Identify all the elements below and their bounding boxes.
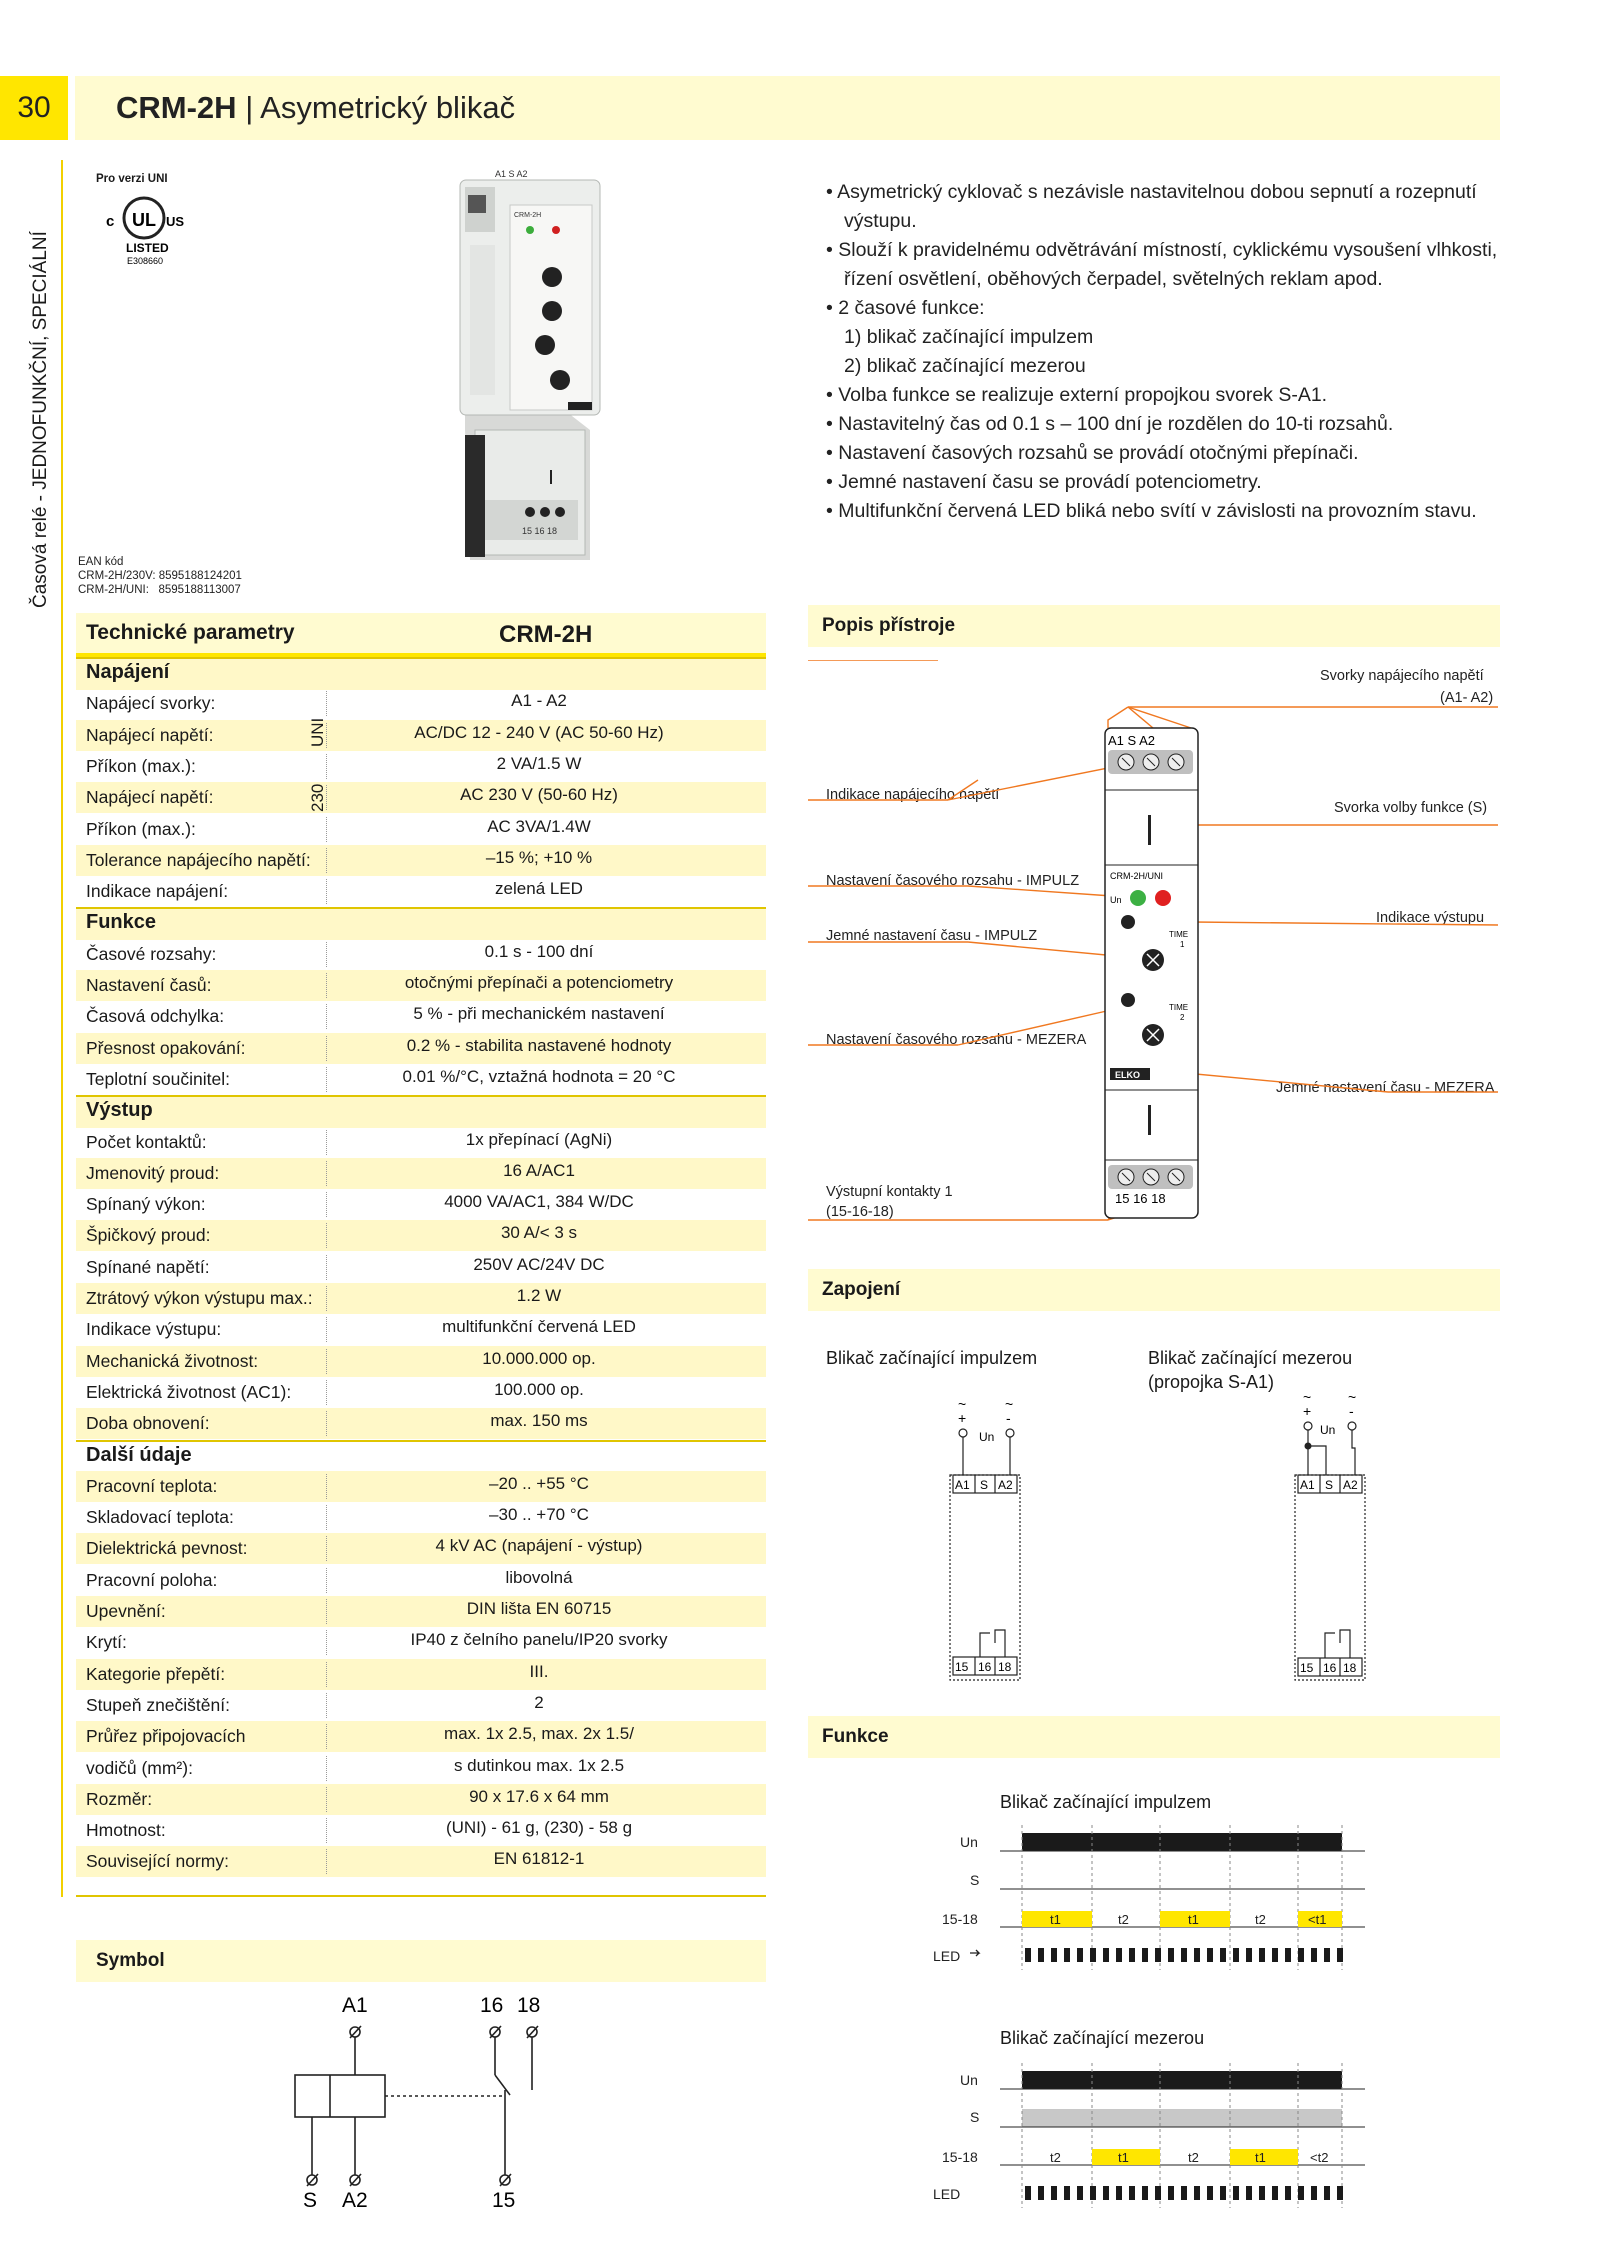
tech-row [76, 1252, 766, 1283]
led-pulse [1064, 1948, 1070, 1962]
tech-label: Kategorie přepětí: [86, 1663, 226, 1684]
tech-value: 2 [534, 1692, 544, 1712]
tech-value: 0.2 % - stabilita nastavené hodnoty [406, 1035, 672, 1055]
desc-bottom-terms: 15 16 18 [1115, 1191, 1166, 1206]
wire-plus: + [958, 1410, 967, 1426]
feature-subitem: 2) blikač začínající mezerou [844, 355, 1086, 377]
led-pulse [1077, 1948, 1083, 1962]
timing-row-label: 15-18 [942, 2149, 978, 2165]
tech-label: Doba obnovení: [86, 1413, 210, 1434]
wire-term: 16 [978, 1660, 992, 1674]
tech-value: AC/DC 12 - 240 V (AC 50-60 Hz) [414, 722, 664, 742]
wire-un: Un [1320, 1423, 1336, 1437]
tech-value: 0.01 %/°C, vztažná hodnota = 20 °C [402, 1066, 676, 1086]
feature-item: • Asymetrický cyklovač s nezávisle nastavitelnou dobou sepnutí a rozepnutí výstupu. [826, 181, 1477, 232]
led-pulse [1181, 2186, 1187, 2200]
led-pulse [1155, 2186, 1161, 2200]
tech-row [76, 1220, 766, 1251]
led-pulse [1051, 2186, 1057, 2200]
tech-row [76, 717, 766, 751]
label-fine-impulse: Jemné nastavení času - IMPULZ [826, 928, 1038, 944]
tech-label: Teplotní součinitel: [86, 1068, 230, 1089]
feature-text: Volba funkce se realizuje externí propojkou svorek S-A1. [838, 384, 1328, 406]
tech-value: 90 x 17.6 x 64 mm [469, 1786, 609, 1806]
led-pulse [1337, 2186, 1343, 2200]
led-pulse [1181, 1948, 1187, 1962]
wire-tilde: ~ [1303, 1389, 1312, 1405]
tech-value: EN 61812-1 [493, 1849, 585, 1869]
wire-tilde: ~ [1005, 1396, 1014, 1412]
ean-230: CRM-2H/230V: 8595188124201 [78, 570, 242, 582]
tech-value: 30 A/< 3 s [500, 1223, 578, 1243]
sym-a2: A2 [342, 2189, 368, 2210]
wire-term: S [1325, 1478, 1334, 1492]
timing-row-label: 15-18 [942, 1911, 978, 1927]
tech-label: Rozměr: [86, 1788, 153, 1809]
tech-label: Počet kontaktů: [86, 1131, 207, 1152]
feature-text: Asymetrický cyklovač s nezávisle nastavitelnou dobou sepnutí a rozepnutí výstupu. [837, 181, 1477, 232]
label-function-terminal: Svorka volby funkce (S) [1334, 800, 1488, 816]
ul-listed: LISTED [126, 241, 169, 255]
wire-term: A1 [955, 1478, 970, 1492]
ul-top-text: Pro verzi UNI [96, 173, 168, 185]
led-pulse [1207, 1948, 1213, 1962]
sym-18: 18 [517, 1994, 541, 2017]
label-output-contacts: Výstupní kontakty 1 [826, 1184, 953, 1200]
wire-term: 15 [1300, 1661, 1314, 1675]
wire-minus: - [1006, 1410, 1011, 1426]
page-number: 30 [0, 76, 68, 140]
tech-label: Napájecí napětí: [86, 787, 214, 808]
wire-term: A2 [998, 1478, 1013, 1492]
led-pulse [1090, 1948, 1096, 1962]
tech-label: Dielektrická pevnost: [86, 1538, 248, 1559]
ul-mark-icon [86, 188, 206, 268]
tech-section-row [76, 1095, 766, 1128]
feature-item: • Jemné nastavení času se provádí potenciometry. [826, 471, 1262, 493]
tech-value: max. 150 ms [490, 1411, 588, 1431]
tech-value: III. [529, 1661, 549, 1681]
led-pulse [1311, 1948, 1317, 1962]
timing-diagram-impulse [930, 1825, 1370, 1975]
tech-label: Průřez připojovacích [86, 1726, 246, 1747]
tech-row [76, 1784, 766, 1815]
tech-table-bottom-rule [76, 1895, 766, 1897]
tech-label: Jmenovitý proud: [86, 1162, 220, 1183]
side-title [24, 160, 54, 610]
tech-row [76, 1314, 766, 1345]
timing-row-label: Un [960, 2072, 978, 2088]
feature-subitem: 1) blikač začínající impulzem [844, 326, 1094, 348]
side-title-text: Časová relé - JEDNOFUNKČNÍ, SPECIÁLNÍ [30, 231, 51, 608]
tech-row [76, 1659, 766, 1690]
timing-row-label: S [970, 1872, 980, 1888]
tech-section-row [76, 657, 766, 690]
title-rest: | Asymetrický blikač [245, 90, 516, 125]
tech-label: Krytí: [86, 1632, 127, 1653]
sym-15: 15 [492, 2189, 516, 2210]
led-pulse [1220, 1948, 1226, 1962]
wire-term: 16 [1323, 1661, 1337, 1675]
led-pulse [1311, 2186, 1317, 2200]
desc-time1-num: 1 [1180, 940, 1185, 949]
page-title [116, 90, 515, 126]
led-pulse [1142, 1948, 1148, 1962]
tech-value: 5 % - při mechanickém nastavení [413, 1004, 665, 1024]
tech-row [76, 1690, 766, 1721]
tech-row [76, 1001, 766, 1032]
tech-label: Související normy: [86, 1851, 229, 1872]
led-pulse [1025, 1948, 1031, 1962]
tech-label: Indikace napájení: [86, 881, 229, 902]
tech-value: s dutinkou max. 1x 2.5 [453, 1755, 625, 1775]
led-pulse [1064, 2186, 1070, 2200]
tech-row [76, 1189, 766, 1220]
led-pulse [1077, 2186, 1083, 2200]
led-pulse [1116, 2186, 1122, 2200]
wire-plus: + [1303, 1403, 1312, 1419]
wire-term: 15 [955, 1660, 969, 1674]
feature-item: • 2 časové funkce: [826, 297, 985, 319]
tech-params-header [76, 613, 766, 653]
wire-term: 18 [998, 1660, 1012, 1674]
timing-seg: t2 [1188, 2150, 1199, 2165]
ul-ul: UL [132, 210, 156, 230]
device-description-diagram [808, 660, 1500, 1240]
led-pulse [1298, 2186, 1304, 2200]
tech-label: Spínané napětí: [86, 1256, 210, 1277]
tech-value: 10.000.000 op. [482, 1348, 596, 1368]
wiring-diagram-impulse [945, 1395, 1045, 1690]
title-model: CRM-2H [116, 90, 237, 125]
feature-item: • Nastavení časových rozsahů se provádí otočnými přepínači. [826, 442, 1359, 464]
wire-term: S [980, 1478, 989, 1492]
uni-tag: UNI [308, 717, 327, 747]
tech-value: zelená LED [495, 879, 583, 899]
tech-row [76, 688, 766, 719]
label-range-gap: Nastavení časového rozsahu - MEZERA [826, 1032, 1087, 1048]
timing-seg: t1 [1188, 1912, 1199, 1927]
tech-label: Příkon (max.): [86, 755, 196, 776]
tech-value: 1.2 W [516, 1286, 562, 1305]
tech-section-title: Napájení [86, 661, 170, 683]
tech-label: Pracovní poloha: [86, 1569, 218, 1590]
feature-text: Slouží k pravidelnému odvětrávání místností, cyklickému vysoušení vlhkosti, řízení osvětlení, oběhových čerpadel, světelných reklam apod. [838, 239, 1498, 290]
ean-uni: CRM-2H/UNI: 8595188113007 [78, 584, 241, 596]
tech-params-title: Technické parametry [86, 621, 295, 644]
desc-time2: TIME [1169, 1003, 1189, 1012]
wire-term: A1 [1300, 1478, 1315, 1492]
wire-term: 18 [1343, 1661, 1357, 1675]
tech-label: Příkon (max.): [86, 818, 196, 839]
ul-us: US [166, 214, 185, 229]
tech-value: 2 VA/1.5 W [496, 753, 582, 773]
photo-model: CRM-2H [514, 212, 542, 219]
tech-label: Špičkový proud: [86, 1225, 211, 1246]
wire-term: A2 [1343, 1478, 1358, 1492]
led-pulse [1168, 2186, 1174, 2200]
led-pulse [1285, 1948, 1291, 1962]
tech-section-title: Další údaje [86, 1443, 192, 1466]
led-pulse [1155, 1948, 1161, 1962]
led-pulse [1246, 1948, 1252, 1962]
tech-row [76, 1064, 766, 1095]
feature-text: Nastavitelný čas od 0.1 s – 100 dní je rozdělen do 10-ti rozsahů. [838, 413, 1394, 435]
label-range-impulse: Nastavení časového rozsahu - IMPULZ [826, 873, 1080, 889]
tech-label: Elektrická životnost (AC1): [86, 1381, 292, 1402]
timing-row-label: S [970, 2109, 980, 2125]
tech-label: Indikace výstupu: [86, 1319, 222, 1340]
ul-listed-logo [86, 170, 206, 266]
tech-value: 4 kV AC (napájení - výstup) [435, 1536, 643, 1556]
tech-label: Časová odchylka: [86, 1006, 225, 1027]
tech-label: Upevnění: [86, 1601, 166, 1621]
desc-un: Un [1110, 895, 1122, 905]
led-pulse [1051, 1948, 1057, 1962]
desc-time2-num: 2 [1180, 1013, 1185, 1022]
led-pulse [1324, 2186, 1330, 2200]
tech-row [76, 1753, 766, 1784]
tech-row [76, 751, 766, 782]
led-pulse [1233, 2186, 1239, 2200]
tech-value: 0.1 s - 100 dní [484, 941, 594, 961]
led-pulse [1272, 1948, 1278, 1962]
sym-16: 16 [480, 1994, 504, 2017]
contact-symbol-diagram [270, 1990, 570, 2210]
tech-label: Spínaný výkon: [86, 1194, 206, 1215]
desc-brand: ELKO [1115, 1070, 1141, 1080]
led-pulse [1168, 1948, 1174, 1962]
led-pulse [1337, 1948, 1343, 1962]
timing-row-label: Un [960, 1834, 978, 1850]
timing-seg: t1 [1255, 2150, 1266, 2165]
timing-seg: <t2 [1310, 2150, 1329, 2165]
tech-value: 250V AC/24V DC [473, 1254, 605, 1274]
device-photo [440, 165, 640, 565]
tech-row [76, 1471, 766, 1502]
function-title: Funkce [822, 1726, 889, 1747]
tech-row [76, 1627, 766, 1658]
led-pulse [1142, 2186, 1148, 2200]
tech-params-model: CRM-2H [499, 621, 593, 648]
feature-item: • Multifunkční červená LED bliká nebo svítí v závislosti na provozním stavu. [826, 500, 1477, 522]
tech-value: AC 3VA/1.4W [487, 816, 591, 836]
led-pulse [1025, 2186, 1031, 2200]
tech-label: vodičů (mm²): [86, 1757, 193, 1778]
tech-row [76, 845, 766, 876]
tech-value: –20 .. +55 °C [489, 1473, 589, 1493]
feature-item: • Volba funkce se realizuje externí propojkou svorek S-A1. [826, 384, 1328, 406]
led-pulse [1285, 2186, 1291, 2200]
led-pulse [1324, 1948, 1330, 1962]
tech-label: Mechanická životnost: [86, 1350, 259, 1371]
led-pulse [1038, 1948, 1044, 1962]
led-pulse [1259, 1948, 1265, 1962]
symbol-header [76, 1940, 766, 1982]
tech-label: Nastavení časů: [86, 975, 212, 995]
tech-value: AC 230 V (50-60 Hz) [460, 785, 618, 805]
tech-label: Napájecí svorky: [86, 693, 216, 714]
led-pulse [1194, 2186, 1200, 2200]
wiring-header [808, 1269, 1500, 1311]
tech-section-row [76, 1440, 766, 1473]
tech-value: multifunkční červená LED [442, 1317, 636, 1337]
led-pulse [1103, 2186, 1109, 2200]
tech-value: –15 %; +10 % [485, 847, 593, 867]
symbol-title: Symbol [96, 1950, 165, 1971]
tech-value: –30 .. +70 °C [489, 1505, 589, 1525]
tech-row [76, 1158, 766, 1189]
led-pulse [1194, 1948, 1200, 1962]
tech-row [76, 1408, 766, 1439]
tech-row [76, 1283, 766, 1314]
led-pulse [1129, 1948, 1135, 1962]
feature-text: Jemné nastavení času se provádí potenciometry. [838, 471, 1262, 493]
tech-value: (UNI) - 61 g, (230) - 58 g [445, 1818, 633, 1838]
sym-s: S [303, 2189, 318, 2210]
led-pulse [1259, 2186, 1265, 2200]
label-supply-indication: Indikace napájecího napětí [826, 787, 1000, 803]
tech-label: Časové rozsahy: [86, 943, 217, 964]
wire-tilde: ~ [958, 1396, 967, 1412]
wiring-diagram-gap [1290, 1388, 1390, 1690]
led-pulse [1103, 1948, 1109, 1962]
tech-row [76, 1565, 766, 1596]
timing-row-label: LED [933, 2186, 961, 2202]
tech-label: Ztrátový výkon výstupu max.: [86, 1288, 313, 1308]
label-supply-terminals: Svorky napájecího napětí [1320, 668, 1484, 684]
tech-row [76, 782, 766, 813]
tech-row [76, 1033, 766, 1064]
tech-value: 4000 VA/AC1, 384 W/DC [444, 1192, 634, 1212]
led-pulse [1129, 2186, 1135, 2200]
wire-tilde: ~ [1348, 1389, 1357, 1405]
tech-label: Stupeň znečištění: [86, 1694, 230, 1715]
tech-row [76, 1721, 766, 1752]
ul-code: E308660 [127, 256, 164, 266]
ul-c: c [106, 213, 115, 230]
tech-label: Přesnost opakování: [86, 1037, 246, 1058]
tech-value: 16 A/AC1 [503, 1160, 575, 1180]
tech-row [76, 1127, 766, 1158]
tech-row [76, 1533, 766, 1564]
label-supply-terminals-sub: (A1- A2) [1440, 690, 1494, 706]
tech-row [76, 1502, 766, 1533]
timing-seg: t1 [1118, 2150, 1129, 2165]
tech-label: Pracovní teplota: [86, 1475, 218, 1496]
led-pulse [1246, 2186, 1252, 2200]
tech-row [76, 1815, 766, 1846]
desc-model: CRM-2H/UNI [1110, 871, 1163, 881]
wire-minus: - [1349, 1403, 1354, 1419]
led-pulse [1272, 2186, 1278, 2200]
tech-row [76, 939, 766, 970]
feature-item: • Nastavitelný čas od 0.1 s – 100 dní je rozdělen do 10-ti rozsahů. [826, 413, 1394, 435]
led-pulse [1220, 2186, 1226, 2200]
wiring-left-title: Blikač začínající impulzem [826, 1348, 1038, 1368]
tech-value: libovolná [505, 1567, 573, 1587]
wiring-right-title: Blikač začínající mezerou [1148, 1348, 1353, 1368]
timing-seg: t1 [1050, 1912, 1061, 1927]
feature-list [826, 178, 1498, 526]
tech-row [76, 1346, 766, 1377]
wire-un: Un [979, 1430, 995, 1444]
tech-label: Tolerance napájecího napětí: [86, 849, 311, 870]
tech-label: Hmotnost: [86, 1820, 166, 1841]
timing-seg: <t1 [1308, 1912, 1327, 1927]
tech-value: otočnými přepínači a potenciometry [404, 973, 674, 992]
led-pulse [1298, 1948, 1304, 1962]
v230-tag: 230 [308, 783, 327, 812]
tech-value: A1 - A2 [511, 691, 567, 711]
tech-value: 100.000 op. [494, 1379, 584, 1399]
feature-text: Nastavení časových rozsahů se provádí otočnými přepínači. [838, 442, 1359, 464]
tech-section-row [76, 907, 766, 940]
desc-top-terms: A1 S A2 [1108, 733, 1155, 748]
feature-text: Multifunkční červená LED bliká nebo svítí v závislosti na provozním stavu. [838, 500, 1477, 522]
label-output-contacts-sub: (15-16-18) [826, 1204, 894, 1220]
led-pulse [1038, 2186, 1044, 2200]
wiring-title: Zapojení [822, 1279, 901, 1300]
photo-bottom-terms: 15 16 18 [522, 526, 558, 536]
ean-codes [78, 555, 242, 597]
tech-value: IP40 z čelního panelu/IP20 svorky [410, 1630, 668, 1650]
photo-top-terms: A1 S A2 [495, 169, 528, 179]
side-divider [61, 160, 63, 1897]
tech-section-title: Funkce [86, 911, 157, 934]
timing-seg: t2 [1050, 2150, 1061, 2165]
led-pulse [1090, 2186, 1096, 2200]
tech-row [76, 814, 766, 845]
tech-row [76, 876, 766, 907]
tech-label: Skladovací teplota: [86, 1507, 234, 1528]
feature-item: • Slouží k pravidelnému odvětrávání místností, cyklickému vysoušení vlhkosti, řízení osvětlení, oběhových čerpadel, světelných reklam apod. [826, 239, 1498, 290]
description-header [808, 605, 1500, 647]
tech-row [76, 1846, 766, 1877]
desc-time1: TIME [1169, 930, 1189, 939]
timing-seg: t2 [1118, 1912, 1129, 1927]
label-output-indication: Indikace výstupu [1376, 910, 1485, 926]
description-title: Popis přístroje [822, 615, 956, 636]
timing-seg: t2 [1255, 1912, 1266, 1927]
diagram1-title: Blikač začínající impulzem [1000, 1792, 1212, 1812]
tech-label: Napájecí napětí: [86, 724, 214, 745]
function-header [808, 1716, 1500, 1758]
label-fine-gap: Jemné nastavení času - MEZERA [1276, 1080, 1495, 1096]
feature-text: 2 časové funkce: [838, 297, 985, 319]
ean-label: EAN kód [78, 556, 124, 568]
tech-value: max. 1x 2.5, max. 2x 1.5/ [444, 1724, 634, 1744]
tech-row [76, 1377, 766, 1408]
tech-section-title: Výstup [86, 1099, 153, 1122]
led-pulse [1207, 2186, 1213, 2200]
led-pulse [1116, 1948, 1122, 1962]
tech-row [76, 1596, 766, 1627]
tech-row [76, 970, 766, 1001]
diagram2-title: Blikač začínající mezerou [1000, 2028, 1205, 2048]
sym-a1: A1 [342, 1994, 368, 2017]
tech-value: 1x přepínací (AgNi) [465, 1129, 613, 1149]
timing-row-label: LED [933, 1948, 961, 1964]
wiring-right-sub: (propojka S-A1) [1148, 1372, 1275, 1392]
tech-value: DIN lišta EN 60715 [466, 1599, 612, 1618]
led-pulse [1233, 1948, 1239, 1962]
timing-diagram-gap [930, 2063, 1370, 2213]
